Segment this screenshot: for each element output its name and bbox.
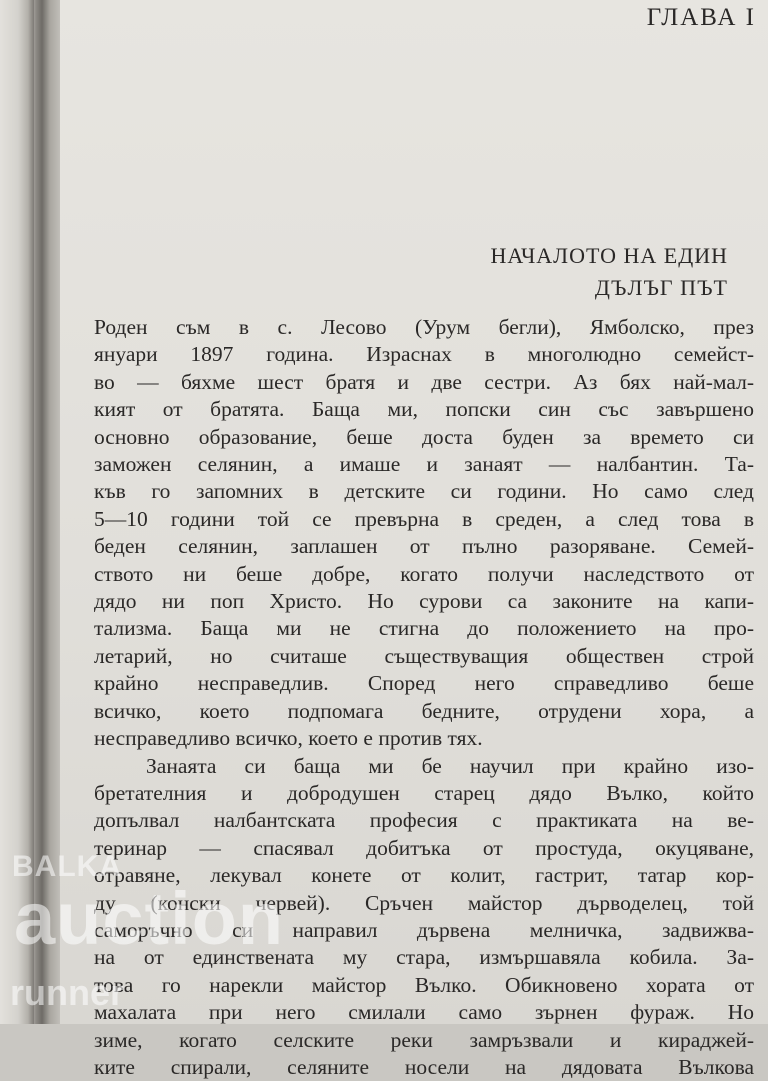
section-title	[491, 240, 728, 304]
text-line: кият от братята. Баща ми, попски син със завършено	[94, 397, 754, 422]
text-line: летарий, но считаше съществуващия обществен строй	[94, 643, 754, 668]
text-line: това го нарекли майстор Вълко. Обикновено хората от	[94, 972, 754, 997]
book-page	[60, 0, 768, 1079]
text-line: саморъчно си направил дървена мелничка, задвижва-	[94, 917, 754, 942]
chapter-heading: ГЛАВА I	[646, 4, 756, 31]
section-title-line-1: НАЧАЛОТО НА ЕДИН	[490, 243, 728, 268]
text-line: 5—10 години той се превърна в среден, а след това в	[94, 506, 754, 531]
section-title-line-2: ДЪЛЪГ ПЪТ	[594, 275, 728, 300]
text-line: дядо ни поп Христо. Но сурови са законите на капи-	[94, 589, 754, 614]
watermark-line-2: auction	[14, 877, 285, 960]
text-line: несправедливо всичко, което е против тях.	[94, 726, 483, 751]
watermark-line-3: runner	[10, 972, 125, 1013]
book-spine-edge	[0, 0, 34, 1024]
text-line: януари 1897 година. Израснах в многолюдно семейст-	[94, 342, 754, 367]
text-line: ките спирали, селяните носели на дядовата Вълкова	[94, 1054, 754, 1079]
text-line: теринар — спасявал добитъка от простуда, окуцяване,	[94, 835, 754, 860]
text-line: заможен селянин, а имаше и занаят — налбантин. Та-	[94, 452, 754, 477]
body-text	[94, 314, 754, 1081]
text-line: допълвал налбантската професия с практиката на ве-	[94, 808, 754, 833]
text-line: отравяне, лекувал конете от колит, гастрит, татар кор-	[94, 863, 754, 888]
text-line: основно образование, беше доста буден за времето си	[94, 424, 754, 449]
text-line: ството ни беше добре, когато получи наследството от	[94, 561, 754, 586]
text-line: къв го запомних в детските си години. Но само след	[94, 479, 754, 504]
text-line: ду (конски червей). Сръчен майстор дърводелец, той	[94, 890, 754, 915]
text-line: зиме, когато селските реки замръзвали и кираджей-	[94, 1027, 754, 1052]
text-line: беден селянин, заплашен от пълно разоряване. Семей-	[94, 534, 754, 559]
text-line: Роден съм в с. Лесово (Урум бегли), Ямболско, през	[94, 315, 754, 339]
text-line: на от единствената му стара, измършавяла кобила. За-	[94, 945, 754, 970]
text-line: всичко, което подпомага бедните, отрудени хора, а	[94, 698, 754, 723]
text-line: тализма. Баща ми не стигна до положението на про-	[94, 616, 754, 641]
text-line: Занаята си баща ми бе научил при крайно изо-	[146, 753, 754, 778]
text-line: крайно несправедлив. Според него справедливо беше	[94, 671, 754, 696]
text-line: во — бяхме шест братя и две сестри. Аз бях най-мал-	[94, 369, 754, 394]
text-line: махалата при него смилали само зърнен фураж. Но	[94, 1000, 754, 1025]
text-line: бретателния и добродушен старец дядо Вълко, който	[94, 780, 754, 805]
watermark-line-1: BALKA	[12, 850, 122, 883]
